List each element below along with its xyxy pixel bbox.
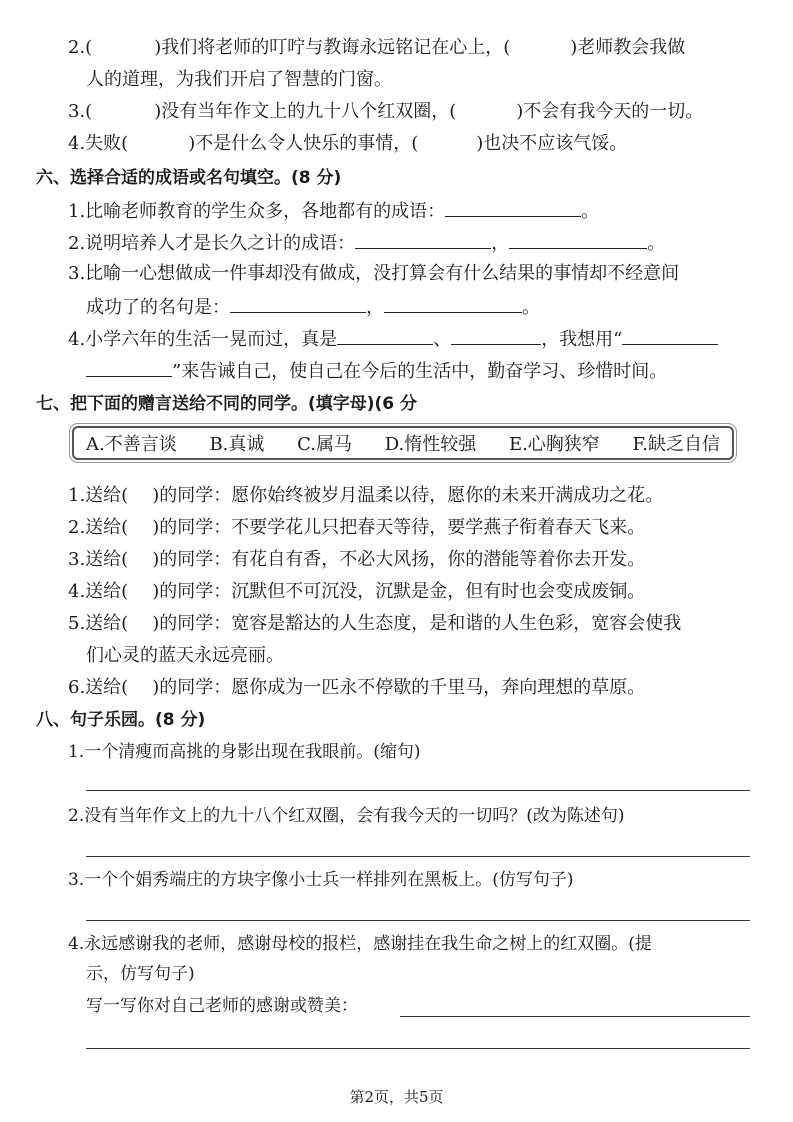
q7-5-cont: 们心灵的蓝天永远亮丽。 [86, 645, 284, 666]
q6-3-cont: 成功了的名句是： ， 。 [86, 294, 540, 320]
q5-2-line: 2.( )我们将老师的叮咛与教诲永远铭记在心上，( )老师教会我做 [68, 37, 686, 58]
option-f: F.缺乏自信 [632, 434, 720, 455]
q7-1-line: 1.送给( )的同学：愿你始终被岁月温柔以待，愿你的未来开满成功之花。 [68, 485, 664, 506]
answer-line[interactable] [86, 790, 750, 791]
option-d: D.惰性较强 [384, 434, 477, 455]
section7-title: 七、把下面的赠言送给不同的同学。(填字母)(6 分 [36, 394, 418, 414]
q8-4-write: 写一写你对自己老师的感谢或赞美： [86, 996, 358, 1016]
section8-title: 八、句子乐园。(8 分) [36, 710, 206, 730]
q6-3-line: 3.比喻一心想做成一件事却没有做成，没打算会有什么结果的事情却不经意间 [68, 263, 680, 284]
options-box [72, 426, 734, 460]
option-c: C.属马 [297, 434, 352, 455]
answer-blank[interactable] [337, 326, 433, 345]
q7-4-line: 4.送给( )的同学：沉默但不可沉没，沉默是金，但有时也会变成废铜。 [68, 581, 646, 602]
q7-6-line: 6.送给( )的同学：愿你成为一匹永不停歇的千里马，奔向理想的草原。 [68, 677, 646, 698]
answer-blank[interactable] [230, 294, 366, 313]
q6-4-line: 4.小学六年的生活一晃而过，真是 、 ，我想用“ [68, 326, 718, 352]
answer-blank[interactable] [384, 294, 522, 313]
q7-2-line: 2.送给( )的同学：不要学花儿只把春天等待，要学燕子衔着春天飞来。 [68, 517, 646, 538]
answer-blank[interactable] [355, 230, 491, 249]
answer-line[interactable] [86, 1048, 750, 1049]
q8-3: 3.一个个娟秀端庄的方块字像小士兵一样排列在黑板上。(仿写句子) [68, 870, 574, 890]
answer-blank[interactable] [86, 358, 172, 377]
section6-title: 六、选择合适的成语或名句填空。(8 分) [36, 168, 342, 188]
q8-1: 1.一个清瘦而高挑的身影出现在我眼前。(缩句) [68, 742, 421, 762]
q6-2-line: 2.说明培养人才是长久之计的成语： ， 。 [68, 230, 665, 256]
q5-4-line: 4.失败( )不是什么令人快乐的事情，( )也决不应该气馁。 [68, 133, 628, 154]
answer-line[interactable] [86, 920, 750, 921]
option-a: A.不善言谈 [86, 434, 177, 455]
q8-4-cont: 示，仿写句子) [86, 964, 195, 984]
q8-2: 2.没有当年作文上的九十八个红双圈，会有我今天的一切吗？(改为陈述句) [68, 806, 625, 826]
q6-4-cont: ”来告诫自己，使自己在今后的生活中，勤奋学习、珍惜时间。 [86, 358, 667, 384]
answer-blank[interactable] [445, 198, 581, 217]
q5-3-line: 3.( )没有当年作文上的九十八个红双圈，( )不会有我今天的一切。 [68, 101, 704, 122]
answer-blank[interactable] [451, 326, 541, 345]
q7-3-line: 3.送给( )的同学：有花自有香，不必大风扬，你的潜能等着你去开发。 [68, 549, 646, 570]
option-e: E.心胸狭窄 [508, 434, 600, 455]
answer-line[interactable] [400, 1016, 750, 1017]
answer-blank[interactable] [622, 326, 718, 345]
q8-4: 4.永远感谢我的老师，感谢母校的报栏，感谢挂在我生命之树上的红双圈。(提 [68, 934, 652, 954]
option-b: B.真诚 [209, 434, 265, 455]
q5-2-cont: 人的道理，为我们开启了智慧的门窗。 [86, 69, 392, 90]
q7-5-line: 5.送给( )的同学：宽容是豁达的人生态度，是和谐的人生色彩，宽容会使我 [68, 613, 682, 634]
answer-line[interactable] [86, 856, 750, 857]
q6-1-line: 1.比喻老师教育的学生众多，各地都有的成语： 。 [68, 198, 599, 224]
page-footer: 第2页，共5页 [349, 1088, 444, 1106]
answer-blank[interactable] [509, 230, 647, 249]
